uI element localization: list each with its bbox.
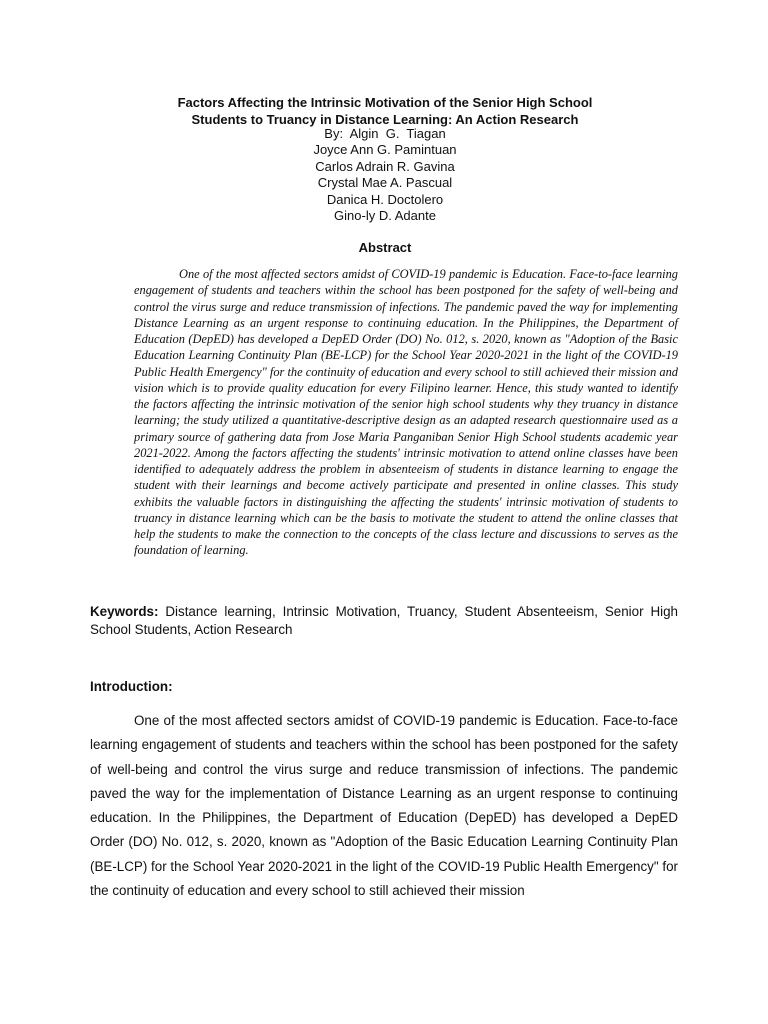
author-list <box>90 126 680 224</box>
introduction-text: One of the most affected sectors amidst of COVID-19 pandemic is Education. Face-to-face learning engagement of students and teachers within the school has been postponed for the safety of well-being and control the virus surge and reduce transmission of infections. The pandemic paved the way for the implementation of Distance Learning as an urgent response to continuing education. In the Philippines, the Department of Education (DepED) has developed a DepED Order (DO) No. 012, s. 2020, known as "Adoption of the Basic Education Learning Continuity Plan (BE-LCP) for the School Year 2020-2021 in the light of the COVID-19 Public Health Emergency" for the continuity of education and every school to still achieved their mission <box>90 713 678 899</box>
author-name: Crystal Mae A. Pascual <box>317 175 453 191</box>
introduction-heading: Introduction: <box>90 679 173 694</box>
abstract-heading: Abstract <box>358 240 412 255</box>
author-byline: By: Algin G. Tiagan <box>324 126 446 141</box>
keywords-label: Keywords: <box>90 604 159 619</box>
paper-title-line-1: Factors Affecting the Intrinsic Motivation of the Senior High School <box>177 95 593 110</box>
keywords-paragraph <box>90 603 678 639</box>
paper-title <box>90 94 680 128</box>
author-name: Danica H. Doctolero <box>326 191 444 207</box>
abstract-text: One of the most affected sectors amidst of COVID-19 pandemic is Education. Face-to-face learning engagement of students and teachers within the school has been postponed for the safety of well-being and control the virus surge and reduce transmission of infections. The pandemic paved the way for implementing Distance Learning as an urgent response to continuing education. In the Philippines, the Department of Education (DepED) has developed a DepED Order (DO) No. 012, s. 2020, known as "Adoption of the Basic Education Learning Continuity Plan (BE-LCP) for the School Year 2020-2021 in the light of the COVID-19 Public Health Emergency" for the continuity of education and every school to still achieved their mission and vision which is to provide quality education for every Filipino learner. Hence, this study wanted to identify the factors affecting the intrinsic motivation of the senior high school students why they truancy in distance learning; the study utilized a quantitative-descriptive design as an adapted research questionnaire used as a primary source of gathering data from Jose Maria Panganiban Senior High School students academic year 2021-2022. Among the factors affecting the students' intrinsic motivation to attend online classes have been identified to adequately address the problem in absenteeism of students in distance learning to engage the student with their learnings and become actively participate and presented in online classes. This study exhibits the valuable factors in distinguishing the affecting the students' intrinsic motivation of students to truancy in distance learning which can be the basis to motivate the student to attend the online classes that help the students to make the connection to the concepts of the class lecture and discussions to serves as the foundation of learning. <box>134 267 678 558</box>
author-name: Gino-ly D. Adante <box>334 208 436 224</box>
author-name: Carlos Adrain R. Gavina <box>315 158 455 174</box>
author-name: Joyce Ann G. Pamintuan <box>313 142 457 158</box>
keywords-text: Distance learning, Intrinsic Motivation, Truancy, Student Absenteeism, Senior High School Students, Action Research <box>90 604 678 637</box>
paper-title-line-2: Students to Truancy in Distance Learning: An Action Research <box>191 112 579 127</box>
